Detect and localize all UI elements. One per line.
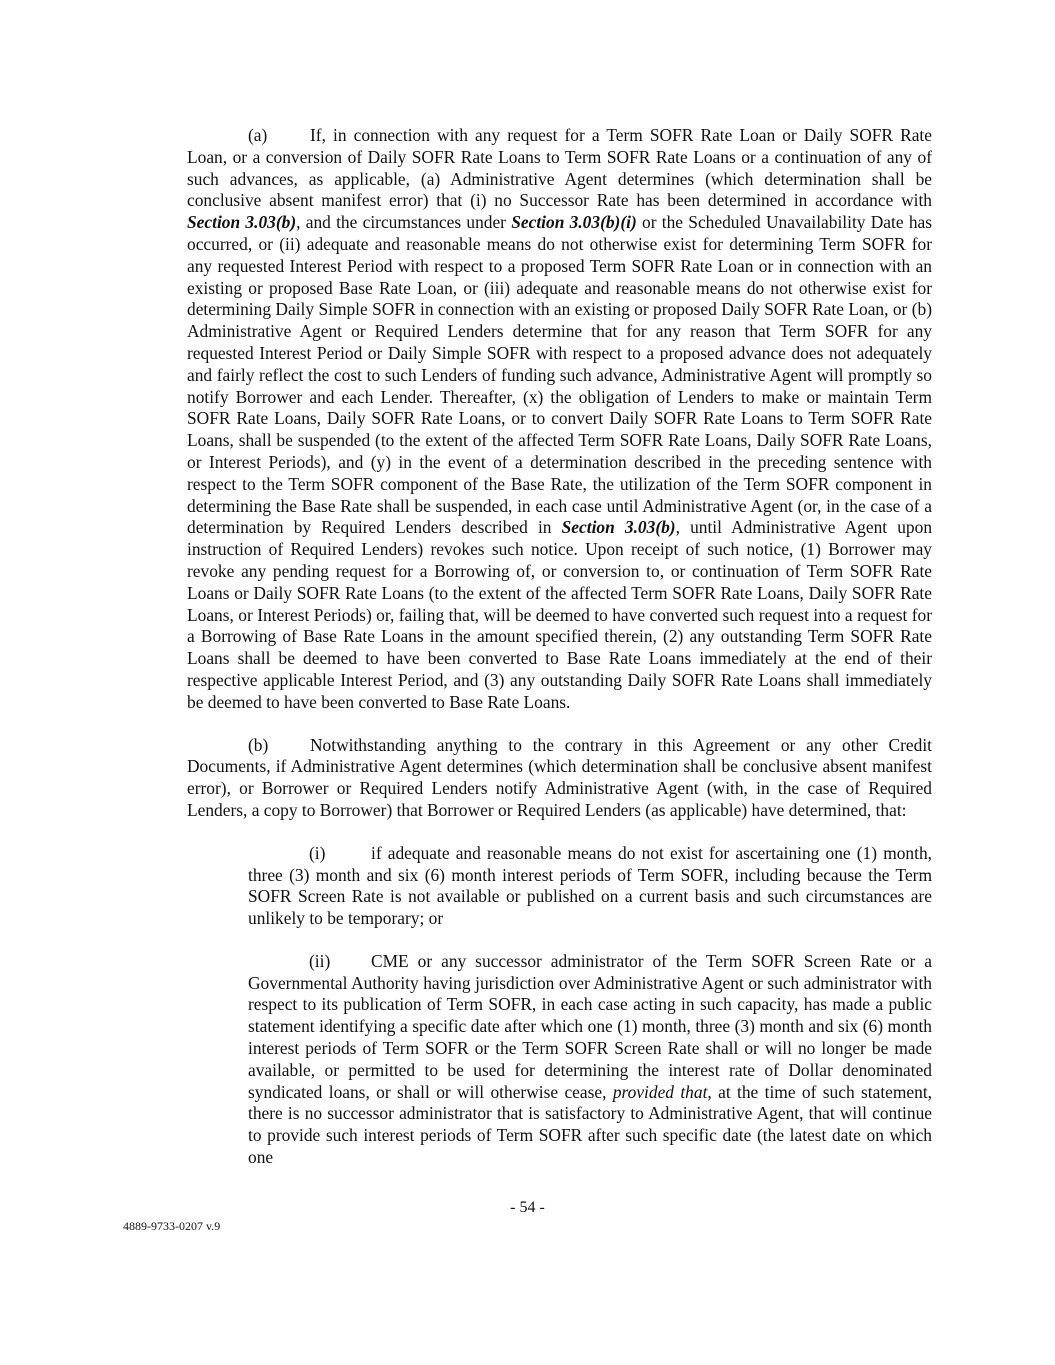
text: or the Scheduled Unavailability Date has occurred, or (ii) adequate and reasonable means do not otherwise exist for determining Term SOFR for any requested Interest Period with respect to a proposed Term SOFR Rate Loan or in connection with an existing or proposed Base Rate Loan, or (iii) adequate and reasonable means do not otherwise exist for determining Daily Simple SOFR in connection with an existing or proposed Daily SOFR Rate Loan, or (b) Administrative Agent or Required Lenders determine that for any reason that Term SOFR for any requested Interest Period or Daily Simple SOFR with respect to a proposed advance does not adequately and fairly reflect the cost to such Lenders of funding such advance, Administrative Agent will promptly so notify Borrower and each Lender. Thereafter, (x) the obligation of Lenders to make or maintain Term SOFR Rate Loans, Daily SOFR Rate Loans, or to convert Daily SOFR Rate Loans to Term SOFR Rate Loans, shall be suspended (to the extent of the affected Term SOFR Rate Loans, Daily SOFR Rate Loans, or Interest Periods), and (y) in the event of a determination described in the preceding sentence with respect to the Term SOFR component of the Base Rate, the utilization of the Term SOFR component in determining the Base Rate shall be suspended, in each case until Administrative Agent (or, in the case of a determination by Required Lenders described in — [187, 212, 932, 538]
text: , and the circumstances under — [296, 212, 512, 233]
text: CME or any successor administrator of the Term SOFR Screen Rate or a Governmental Authority having jurisdiction over Administrative Agent or such administrator with respect to its publication of Term SOFR, in each case acting in such capacity, has made a public statement identifying a specific date after which one (1) month, three (3) month and six (6) month interest periods of Term SOFR or the Term SOFR Screen Rate shall or will no longer be made available, or permitted to be used for determining the interest rate of Dollar denominated syndicated loans, or shall or will otherwise cease, — [248, 950, 932, 1102]
section-reference: Section 3.03(b)(i) — [511, 212, 637, 233]
item-label: (ii) — [309, 950, 331, 971]
section-reference: Section 3.03(b) — [187, 212, 297, 233]
paragraph-b — [187, 735, 932, 822]
text: if adequate and reasonable means do not exist for ascertaining one (1) month, three (3) month and six (6) month interest periods of Term SOFR, including because the Term SOFR Screen Rate is not available or published on a current basis and such circumstances are unlikely to be temporary; or — [248, 842, 932, 929]
page-number: - 54 - — [510, 1198, 545, 1216]
text: , until Administrative Agent upon instruction of Required Lenders) revokes such notice. Upon receipt of such notice, (1) Borrower may revoke any pending request for a Borrowing of, or conversion to, or continuation of Term SOFR Rate Loans or Daily SOFR Rate Loans (to the extent of the affected Term SOFR Rate Loans, Daily SOFR Rate Loans, or Interest Periods) or, failing that, will be deemed to have converted such request into a request for a Borrowing of Base Rate Loans in the amount specified therein, (2) any outstanding Term SOFR Rate Loans shall be deemed to have been converted to Base Rate Loans immediately at the end of their respective applicable Interest Period, and (3) any outstanding Daily SOFR Rate Loans shall immediately be deemed to have been converted to Base Rate Loans. — [187, 517, 933, 712]
paragraph-label: (a) — [248, 125, 268, 145]
text: , at the time of such statement, there is no successor administrator that is satisfactory to Administrative Agent, that will continue to provide such interest periods of Term SOFR after such specific date (the latest date on which one — [248, 1081, 932, 1168]
item-i — [248, 843, 932, 930]
paragraph-a — [187, 125, 932, 714]
section-reference: Section 3.03(b) — [561, 517, 676, 538]
emphasis: provided that — [612, 1081, 708, 1102]
paragraph-label: (b) — [248, 734, 269, 755]
item-ii — [248, 951, 932, 1169]
page-footer — [0, 1190, 1055, 1274]
text: Notwithstanding anything to the contrary in this Agreement or any other Credit Documents, if Administrative Agent determines (which determination shall be conclusive absent manifest error), or Borrower or Required Lenders notify Administrative Agent (with, in the case of Required Lenders, a copy to Borrower) that Borrower or Required Lenders (as applicable) have determined, that: — [187, 734, 932, 820]
item-label: (i) — [309, 842, 326, 863]
text: If, in connection with any request for a Term SOFR Rate Loan or Daily SOFR Rate Loan, or a conversion of Daily SOFR Rate Loans to Term SOFR Rate Loans or a continuation of any of such advances, as applicable, (a) Administrative Agent determines (which determination shall be conclusive absent manifest error) that (i) no Successor Rate has been determined in accordance with — [187, 125, 932, 211]
document-id: 4889-9733-0207 v.9 — [123, 1218, 221, 1233]
